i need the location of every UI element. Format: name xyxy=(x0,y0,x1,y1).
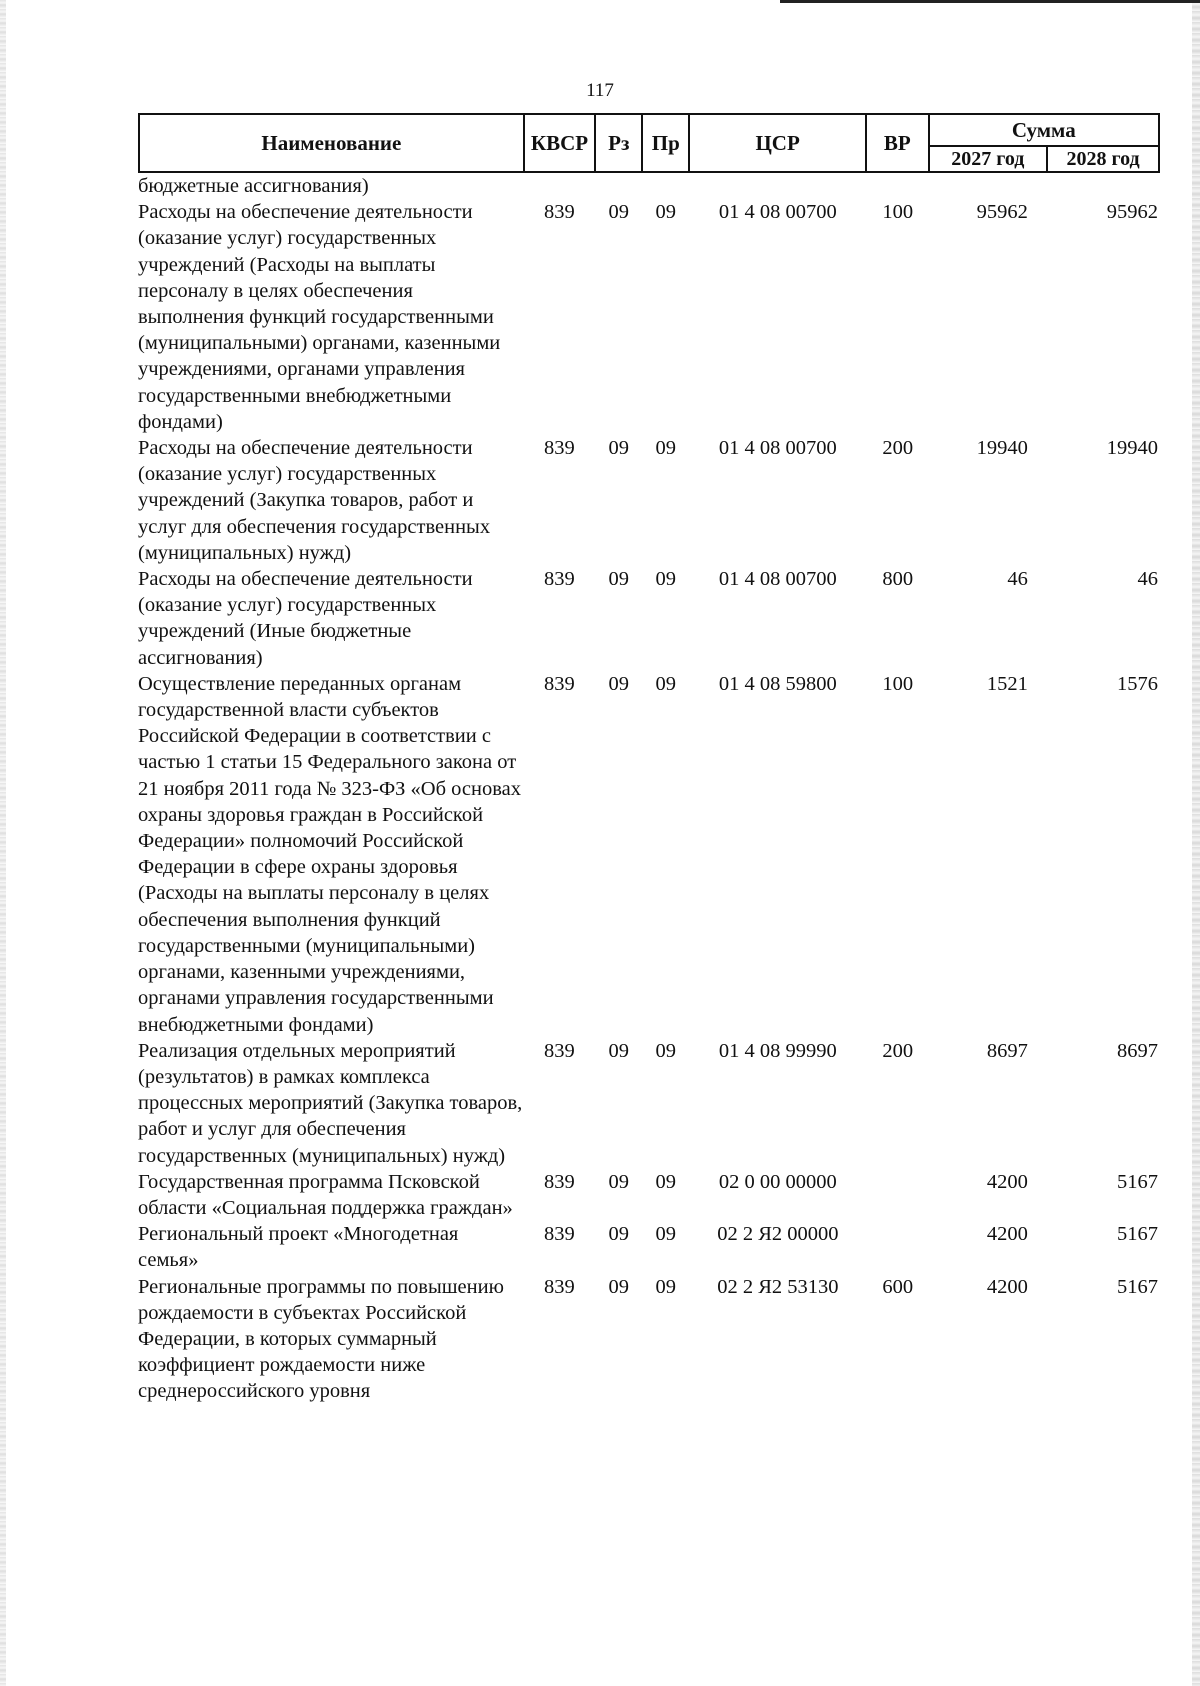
header-rz: Рз xyxy=(595,114,642,172)
table-row xyxy=(138,1221,1160,1273)
cell-sum-2027: 1521 xyxy=(986,672,1028,695)
cell-sum-2028: 5167 xyxy=(1117,1223,1158,1246)
cell-pr: 09 xyxy=(655,1039,677,1062)
cell-csr: 02 2 Я2 00000 xyxy=(717,1223,839,1246)
cell-pr: 09 xyxy=(655,1275,677,1298)
table-row xyxy=(138,199,1160,435)
cell-rz: 09 xyxy=(608,1039,629,1062)
cell-vr: 100 xyxy=(882,672,914,695)
cell-name: Реализация отдельных мероприятий (результатов) в рамках комплекса процессных мероприятий (Закупка товаров, работ и услуг для обеспечения государственных (муниципальных) нужд) xyxy=(138,1039,523,1167)
cell-vr: 200 xyxy=(882,437,914,460)
cell-csr: 01 4 08 00700 xyxy=(718,201,837,224)
cell-rz: 09 xyxy=(608,672,629,695)
cell-kvsr: 839 xyxy=(543,568,575,591)
cell-csr: 02 2 Я2 53130 xyxy=(717,1275,839,1298)
cell-name: бюджетные ассигнования) xyxy=(138,175,369,197)
cell-vr xyxy=(866,1221,929,1273)
header-2027: 2027 год xyxy=(929,146,1048,172)
cell-sum-2027: 19940 xyxy=(976,437,1028,460)
header-pr: Пр xyxy=(642,114,689,172)
table-row xyxy=(138,173,1160,199)
cell-vr: 200 xyxy=(882,1039,914,1062)
header-csr: ЦСР xyxy=(689,114,866,172)
cell-rz: 09 xyxy=(608,1170,629,1193)
header-name: Наименование xyxy=(139,114,524,172)
cell-csr: 01 4 08 00700 xyxy=(718,568,837,591)
cell-rz xyxy=(595,173,642,199)
cell-sum-2028: 1576 xyxy=(1117,672,1158,695)
cell-name: Расходы на обеспечение деятельности (оказание услуг) государственных учреждений (Расходы на выплаты персоналу в целях обеспечения выполнения функций государственными (муниципальными) органами, казенными учреждениями, органами управления государственными внебюджетными фондами) xyxy=(138,201,501,433)
cell-rz: 09 xyxy=(608,437,629,460)
cell-sum-2027: 4200 xyxy=(986,1223,1028,1246)
header-kvsr: КВСР xyxy=(524,114,596,172)
table-row xyxy=(138,671,1160,1038)
cell-kvsr: 839 xyxy=(543,201,575,224)
header-vr: ВР xyxy=(866,114,929,172)
cell-csr: 02 0 00 00000 xyxy=(718,1170,837,1193)
cell-sum-2028: 19940 xyxy=(1106,437,1158,460)
cell-vr: 800 xyxy=(882,568,914,591)
cell-kvsr: 839 xyxy=(543,1275,575,1298)
cell-sum-2027: 95962 xyxy=(976,201,1028,224)
cell-rz: 09 xyxy=(608,568,629,591)
table-header xyxy=(138,113,1160,173)
cell-name: Региональный проект «Многодетная семья» xyxy=(138,1223,459,1272)
cell-kvsr: 839 xyxy=(543,672,575,695)
cell-csr: 01 4 08 99990 xyxy=(718,1039,837,1062)
cell-kvsr: 839 xyxy=(543,1223,575,1246)
cell-pr: 09 xyxy=(655,1170,677,1193)
cell-vr: 600 xyxy=(882,1275,914,1298)
cell-sum-2027 xyxy=(929,173,1048,199)
cell-name: Осуществление переданных органам государственной власти субъектов Российской Федерации в соответствии с частью 1 статьи 15 Федерального закона от 21 ноября 2011 года № 323-ФЗ «Об основах охраны здоровья граждан в Российской Федерации» полномочий Российской Федерации в сфере охраны здоровья (Расходы на выплаты персоналу в целях обеспечения выполнения функций государственными (муниципальными) органами, казенными учреждениями, органами управления государственными внебюджетными фондами) xyxy=(138,672,521,1036)
cell-sum-2027: 46 xyxy=(1007,568,1028,591)
table-row xyxy=(138,1169,1160,1221)
cell-name: Расходы на обеспечение деятельности (оказание услуг) государственных учреждений (Иные бюджетные ассигнования) xyxy=(138,568,473,669)
table-row xyxy=(138,435,1160,566)
cell-vr xyxy=(866,1169,929,1221)
cell-kvsr: 839 xyxy=(543,1170,575,1193)
budget-table xyxy=(138,113,1160,1405)
cell-kvsr xyxy=(523,173,595,199)
cell-pr: 09 xyxy=(655,568,677,591)
scan-edge-right xyxy=(1192,0,1200,1686)
table-body xyxy=(138,173,1160,1405)
cell-sum-2028: 8697 xyxy=(1117,1039,1158,1062)
cell-name: Расходы на обеспечение деятельности (оказание услуг) государственных учреждений (Закупка товаров, работ и услуг для обеспечения государственных (муниципальных) нужд) xyxy=(138,437,491,564)
cell-sum-2028: 46 xyxy=(1137,568,1158,591)
cell-sum-2028: 5167 xyxy=(1117,1170,1158,1193)
cell-rz: 09 xyxy=(608,1223,629,1246)
cell-pr xyxy=(642,173,689,199)
header-2028: 2028 год xyxy=(1047,146,1159,172)
cell-kvsr: 839 xyxy=(543,1039,575,1062)
scan-top-bar xyxy=(780,0,1200,3)
cell-pr: 09 xyxy=(655,672,677,695)
cell-csr: 01 4 08 00700 xyxy=(718,437,837,460)
cell-sum-2027: 4200 xyxy=(986,1170,1028,1193)
cell-vr xyxy=(866,173,929,199)
cell-vr: 100 xyxy=(882,201,914,224)
cell-sum-2027: 4200 xyxy=(986,1275,1028,1298)
table-row xyxy=(138,566,1160,671)
cell-sum-2028 xyxy=(1048,173,1160,199)
table-row xyxy=(138,1038,1160,1169)
page-number: 117 xyxy=(586,80,614,101)
cell-sum-2028: 95962 xyxy=(1106,201,1158,224)
cell-csr: 01 4 08 59800 xyxy=(718,672,837,695)
cell-rz: 09 xyxy=(608,201,629,224)
cell-rz: 09 xyxy=(608,1275,629,1298)
header-sum: Сумма xyxy=(929,114,1159,146)
scan-edge-left xyxy=(0,0,6,1686)
cell-csr xyxy=(689,173,866,199)
cell-name: Региональные программы по повышению рождаемости в субъектах Российской Федерации, в которых суммарный коэффициент рождаемости ниже среднероссийского уровня xyxy=(138,1275,504,1403)
cell-pr: 09 xyxy=(655,437,677,460)
cell-name: Государственная программа Псковской области «Социальная поддержка граждан» xyxy=(138,1170,513,1219)
cell-sum-2027: 8697 xyxy=(986,1039,1028,1062)
cell-kvsr: 839 xyxy=(543,437,575,460)
cell-sum-2028: 5167 xyxy=(1117,1275,1158,1298)
cell-pr: 09 xyxy=(655,201,677,224)
table-row xyxy=(138,1274,1160,1405)
cell-pr: 09 xyxy=(655,1223,677,1246)
